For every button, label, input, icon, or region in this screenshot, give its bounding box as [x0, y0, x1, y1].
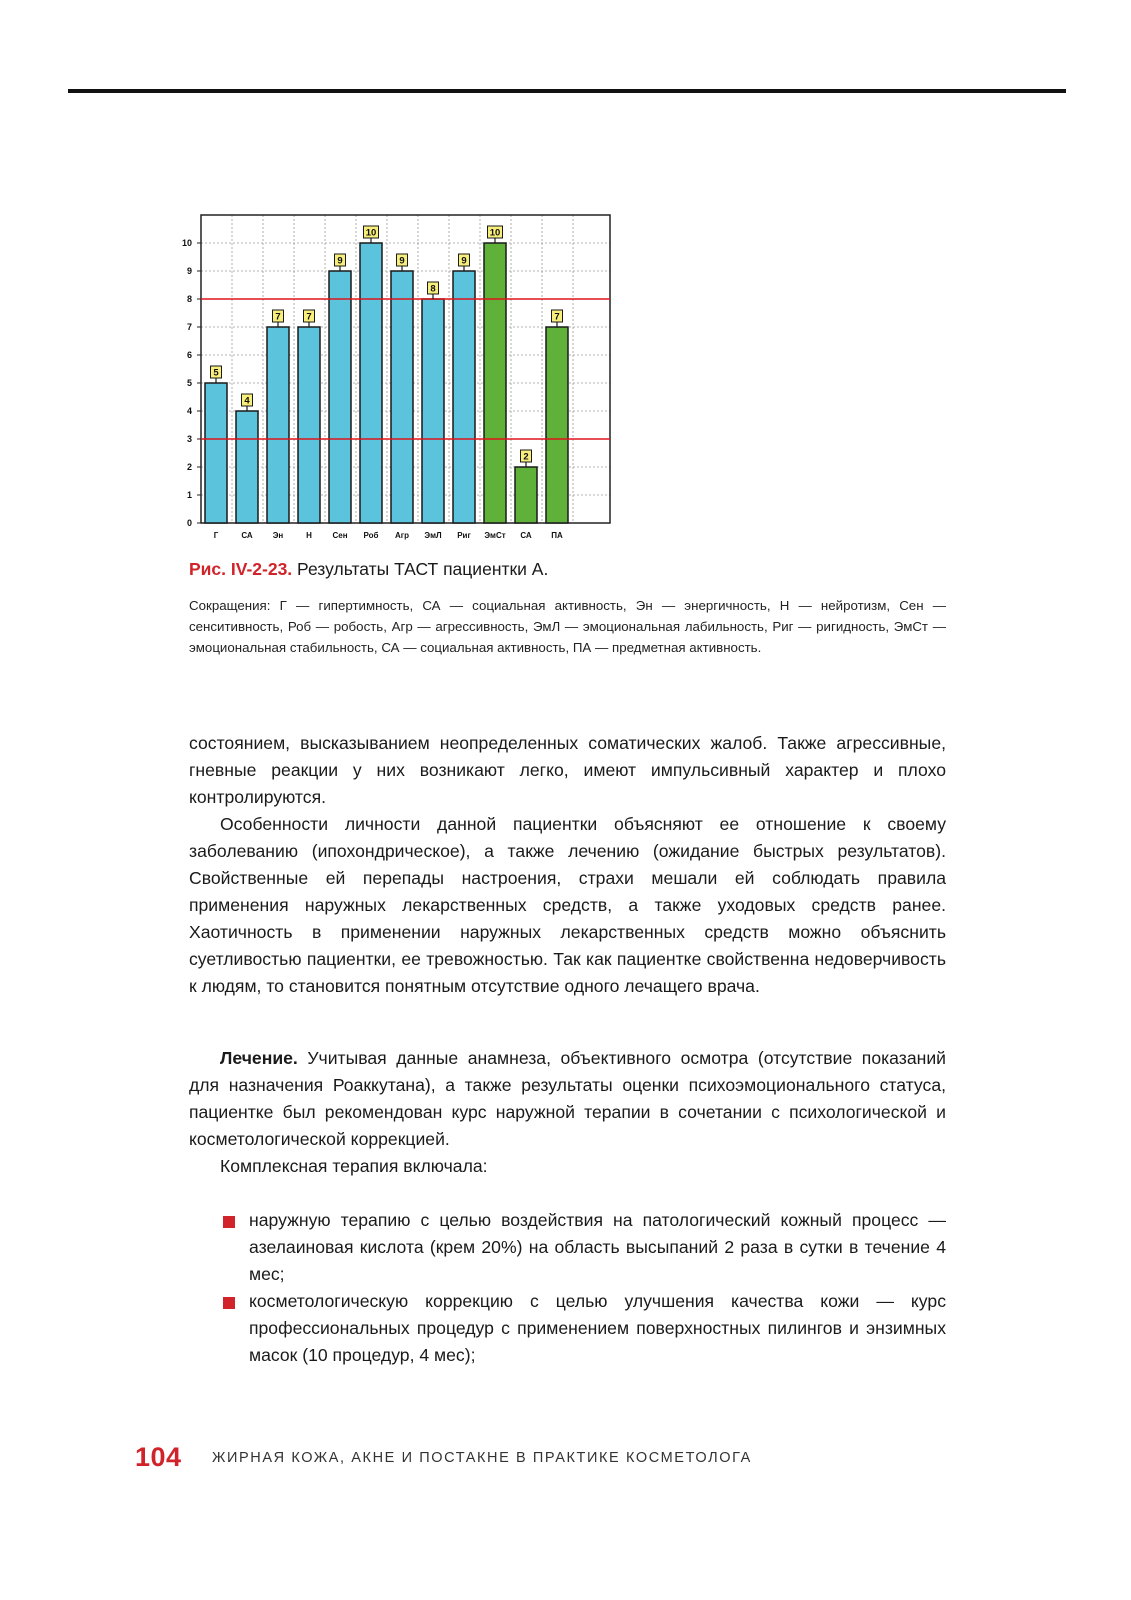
abbreviations-label: Сокращения: [189, 598, 271, 613]
bar [267, 327, 289, 523]
bar [546, 327, 568, 523]
figure-caption [189, 559, 548, 580]
bar [205, 383, 227, 523]
x-tick-label: СА [520, 531, 532, 540]
body-section-2 [189, 1045, 946, 1180]
figure-abbreviations [189, 595, 946, 658]
abbreviations-text: Г — гипертимность, СА — социальная активность, Эн — энергичность, Н — нейротизм, Сен — сенситивность, Роб — робость, Агр — агрессивность, ЭмЛ — эмоциональная лабильность, Риг — ригидность, ЭмСт — эмоциональная стабильность, СА — социальная активность, ПА — предметная активность. [189, 598, 946, 655]
list-item-text: наружную терапию с целью воздействия на патологический кожный процесс — азелаиновая кислота (крем 20%) на область высыпаний 2 раза в сутки в течение 4 мес; [249, 1210, 946, 1284]
tast-bar-chart [175, 205, 625, 550]
paragraph-1: состоянием, высказыванием неопределенных соматических жалоб. Также агрессивные, гневные реакции у них возникают легко, имеют импульсивный характер и плохо контролируются. [189, 733, 946, 807]
data-label: 4 [244, 395, 250, 407]
data-label: 9 [337, 255, 343, 267]
bullet-square-icon [223, 1216, 235, 1228]
x-tick-label: Г [213, 531, 219, 540]
data-label: 7 [275, 311, 281, 323]
data-label: 9 [461, 255, 467, 267]
bar [236, 411, 258, 523]
treatment-label: Лечение. [220, 1048, 298, 1068]
x-tick-label: СА [241, 531, 253, 540]
y-tick-label: 2 [186, 462, 192, 472]
y-tick-label: 8 [186, 294, 192, 304]
data-label: 2 [523, 451, 529, 463]
bar [484, 243, 506, 523]
x-tick-label: ПА [551, 531, 563, 540]
chart-svg [175, 205, 625, 550]
figure-label: Рис. IV-2-23. [189, 559, 293, 579]
x-tick-label: Эн [272, 531, 284, 540]
x-tick-label: Н [306, 531, 312, 540]
y-tick-label: 10 [181, 238, 192, 248]
bar [298, 327, 320, 523]
treatment-text: Учитывая данные анамнеза, объективного осмотра (отсутствие показаний для назначения Роаккутана), а также результаты оценки психоэмоционального статуса, пациентке был рекомендован курс наружной терапии в сочетании с психологической и косметологической коррекцией. [189, 1048, 946, 1149]
x-tick-label: Агр [395, 531, 409, 540]
data-label: 7 [306, 311, 312, 323]
figure-title: Результаты ТАСТ пациентки А. [297, 559, 549, 579]
y-tick-label: 4 [186, 406, 192, 416]
list-item-text: косметологическую коррекцию с целью улучшения качества кожи — курс профессиональных процедур с применением поверхностных пилингов и энзимных масок (10 процедур, 4 мес); [249, 1291, 946, 1365]
x-tick-label: ЭмСт [484, 531, 506, 540]
bar [453, 271, 475, 523]
data-label: 9 [399, 255, 405, 267]
y-tick-label: 1 [186, 490, 192, 500]
data-label: 8 [430, 283, 436, 295]
bar [391, 271, 413, 523]
data-label: 7 [554, 311, 560, 323]
data-label: 10 [365, 227, 377, 239]
running-title: ЖИРНАЯ КОЖА, АКНЕ И ПОСТАКНЕ В ПРАКТИКЕ КОСМЕТОЛОГА [212, 1450, 752, 1466]
top-rule [68, 89, 1066, 93]
paragraph-2: Особенности личности данной пациентки объясняют ее отношение к своему заболеванию (ипохондрическое), а также лечению (ожидание быстрых результатов). Свойственные ей перепады настроения, страхи мешали ей соблюдать правила применения наружных лекарственных средств, а также уходовых средств ранее. Хаотичность в применении наружных лекарственных средств можно объяснить суетливостью пациентки, ее тревожностью. Так как пациентке свойственна недоверчивость к людям, то становится понятным отсутствие одного лечащего врача. [189, 814, 946, 996]
bar [360, 243, 382, 523]
page-number: 104 [135, 1442, 182, 1472]
y-tick-label: 9 [186, 266, 192, 276]
treatment-paragraph [189, 1045, 946, 1153]
y-tick-label: 3 [186, 434, 192, 444]
x-tick-label: Риг [457, 531, 471, 540]
list-item [189, 1288, 946, 1369]
bar [422, 299, 444, 523]
complex-intro: Комплексная терапия включала: [220, 1156, 488, 1176]
bullet-square-icon [223, 1297, 235, 1309]
x-tick-label: Роб [363, 531, 379, 540]
body-section-1 [189, 730, 946, 1000]
y-tick-label: 7 [186, 322, 192, 332]
y-tick-label: 6 [186, 350, 192, 360]
x-tick-label: Сен [332, 531, 348, 540]
list-item [189, 1207, 946, 1288]
chart-labels [211, 226, 563, 467]
therapy-list [189, 1207, 946, 1369]
x-tick-label: ЭмЛ [424, 531, 442, 540]
data-label: 5 [213, 367, 219, 379]
y-tick-label: 5 [186, 378, 192, 388]
data-label: 10 [489, 227, 501, 239]
y-tick-label: 0 [186, 518, 192, 528]
bar [329, 271, 351, 523]
bar [515, 467, 537, 523]
